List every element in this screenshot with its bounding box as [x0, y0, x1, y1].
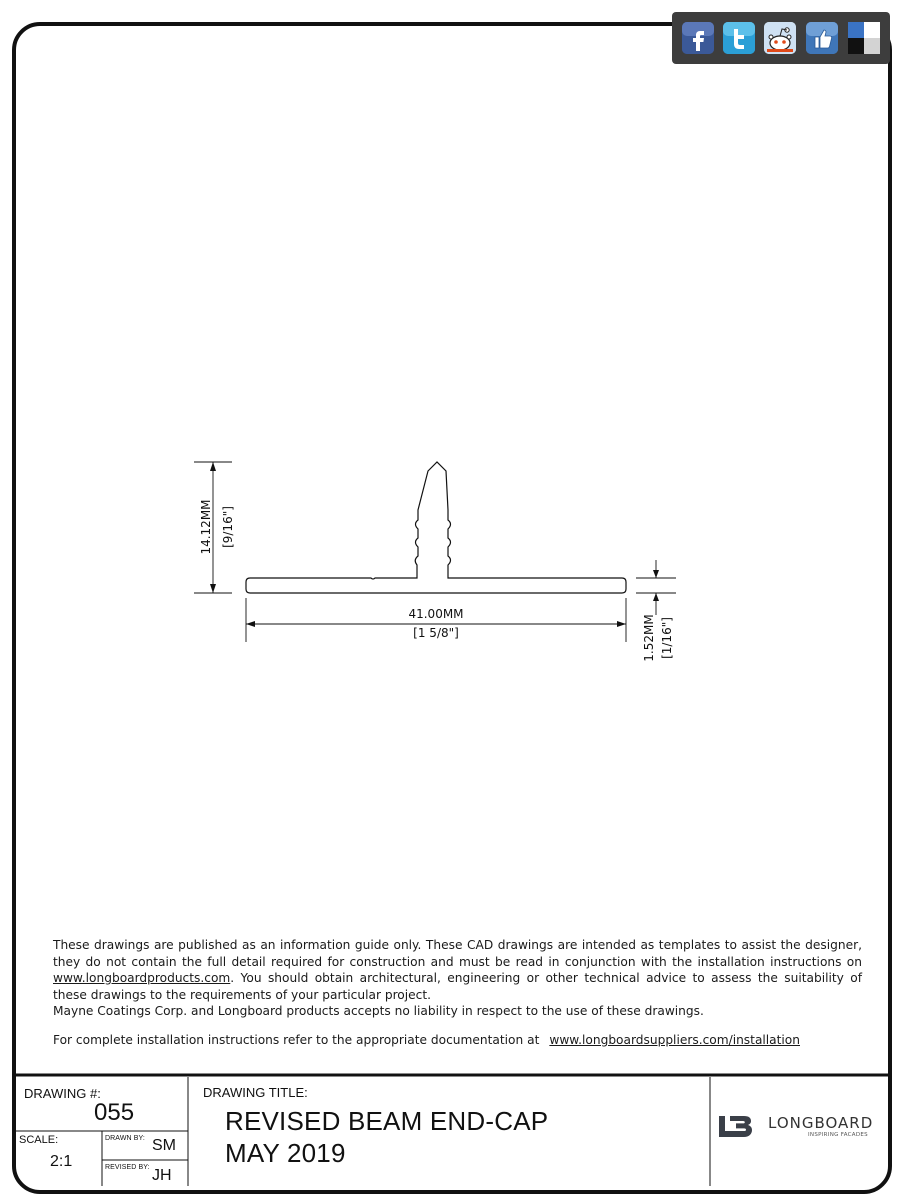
drawing-title-label: DRAWING TITLE: — [203, 1085, 308, 1100]
width-mm-label: 41.00MM — [408, 607, 464, 621]
height-mm-label: 14.12MM — [199, 499, 213, 555]
width-in-label: [1 5/8"] — [413, 626, 459, 640]
longboard-logo-icon — [719, 1116, 752, 1137]
logo-tagline: INSPIRING FACADES — [808, 1132, 868, 1138]
longboard-products-link[interactable]: www.longboardproducts.com — [53, 971, 231, 985]
drawn-by-label: DRAWN BY: — [105, 1135, 145, 1142]
thickness-mm-label: 1.52MM — [642, 614, 656, 662]
installation-note — [53, 1033, 800, 1047]
drawing-number: 055 — [94, 1099, 135, 1126]
revised-by-value: JH — [152, 1167, 172, 1184]
disclaimer-part1: These drawings are published as an information guide only. These CAD drawings are intended as templates to assist the designer, they do not contain the full detail required for construction and must be read in conjunction with the installation instructions on — [53, 938, 862, 969]
thickness-dimension — [636, 560, 676, 615]
disclaimer-text — [53, 937, 862, 1020]
scale-label: SCALE: — [19, 1134, 59, 1146]
scale-value: 2:1 — [50, 1153, 73, 1170]
disclaimer-part2: . You should obtain architectural, engineering or other technical advice to assess the suitability of these drawings to the requirements of your particular project. — [53, 971, 862, 1002]
height-in-label: [9/16"] — [221, 506, 235, 548]
drawn-by-value: SM — [152, 1137, 176, 1154]
drawing-title-line2: MAY 2019 — [225, 1138, 346, 1168]
revised-by-label: REVISED BY: — [105, 1164, 150, 1171]
installation-link[interactable]: www.longboardsuppliers.com/installation — [549, 1033, 800, 1047]
liability-statement: Mayne Coatings Corp. and Longboard products accepts no liability in respect to the use of these drawings. — [53, 1004, 704, 1018]
end-cap-profile — [246, 462, 626, 593]
drawing-title-line1: REVISED BEAM END-CAP — [225, 1106, 549, 1136]
thickness-in-label: [1/16"] — [660, 617, 674, 659]
installation-text: For complete installation instructions refer to the appropriate documentation at — [53, 1033, 540, 1047]
drawing-number-label: DRAWING #: — [24, 1086, 101, 1101]
logo-wordmark: LONGBOARD — [768, 1114, 874, 1132]
